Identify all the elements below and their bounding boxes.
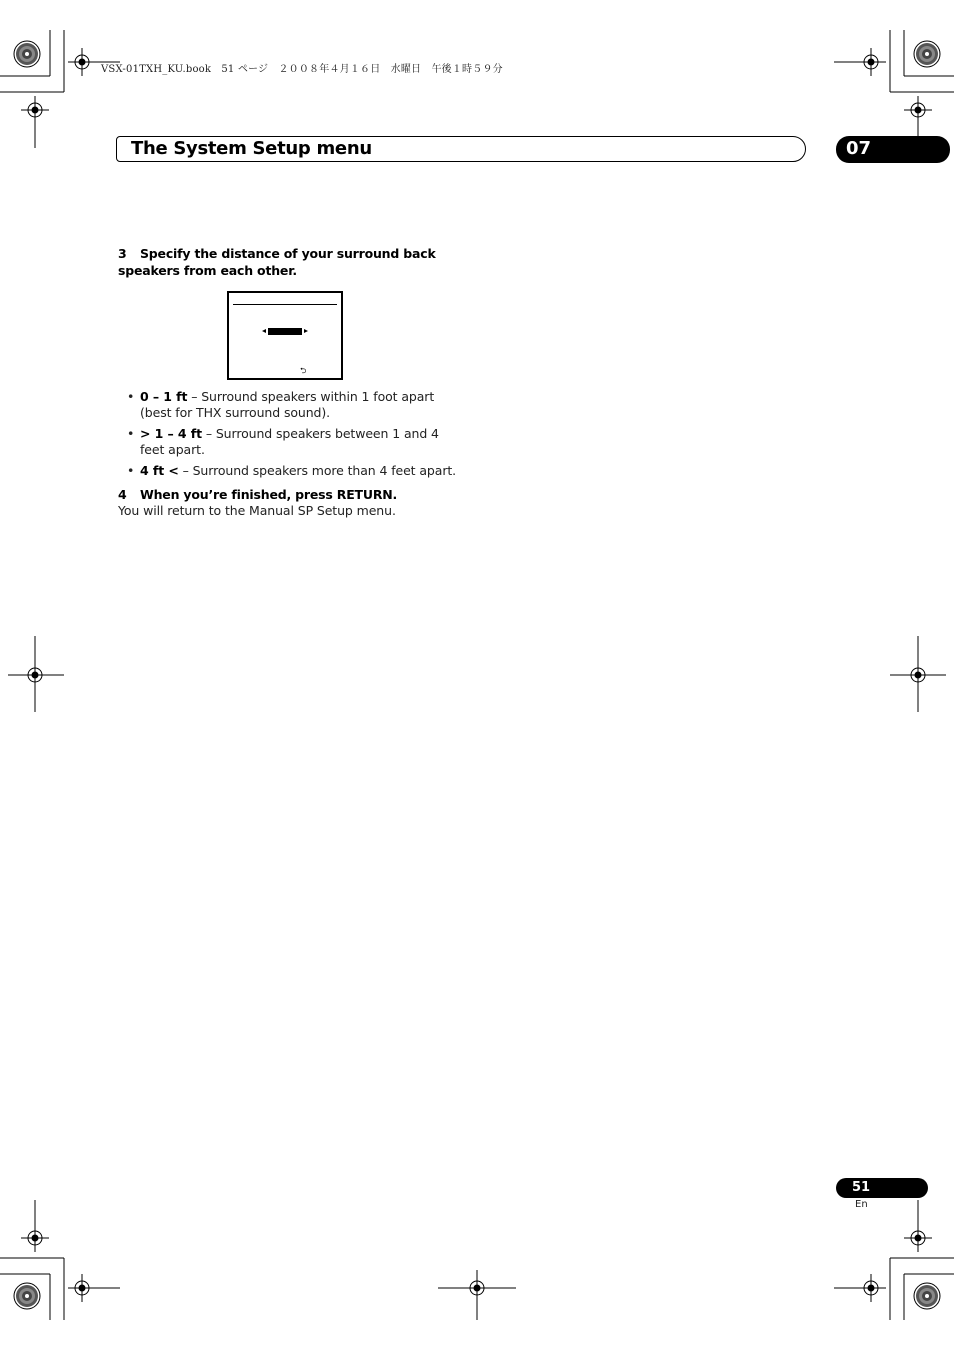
list-item: • > 1 – 4 ft – Surround speakers between 1 and 4 feet apart. — [127, 426, 439, 457]
option-desc: – Surround speakers between 1 and 4 feet apart. — [140, 426, 439, 457]
step-4-note: You will return to the Manual SP Setup menu. — [118, 503, 396, 518]
list-item: • 0 – 1 ft – Surround speakers within 1 foot apart (best for THX surround sound). — [127, 389, 435, 420]
option-term: 0 – 1 ft — [140, 389, 188, 404]
section-header — [116, 136, 806, 162]
step-4 — [118, 486, 458, 503]
option-term: > 1 – 4 ft — [140, 426, 202, 441]
section-title: The System Setup menu — [131, 138, 372, 159]
option-desc: – Surround speakers within 1 foot apart (best for THX surround sound). — [140, 389, 435, 420]
osd-screen-illustration — [227, 291, 343, 380]
step-3 — [118, 245, 458, 279]
print-info-line: VSX-01TXH_KU.book 51 ページ ２００８年４月１６日 水曜日 午後１時５９分 — [101, 64, 503, 75]
list-item: • 4 ft < – Surround speakers more than 4 feet apart. — [127, 463, 457, 478]
chapter-number: 07 — [846, 138, 872, 159]
chapter-tab — [836, 136, 950, 163]
step-text: Specify the distance of your surround back speakers from each other. — [118, 246, 436, 278]
distance-options-list — [127, 389, 457, 484]
option-term: 4 ft < — [140, 463, 179, 478]
osd-selection-bar — [268, 328, 302, 335]
osd-title-divider — [233, 304, 337, 305]
step-number: 4 — [118, 487, 127, 502]
language-code: En — [855, 1199, 868, 1210]
arrow-right-icon — [304, 329, 308, 333]
step-number: 3 — [118, 246, 127, 261]
arrow-left-icon — [262, 329, 266, 333]
step-text: When you’re finished, press RETURN. — [140, 487, 398, 502]
option-desc: – Surround speakers more than 4 feet apart. — [178, 463, 457, 478]
page-number-tab — [836, 1178, 928, 1198]
page-number: 51 — [852, 1180, 871, 1195]
return-icon: ⮌ — [300, 366, 307, 375]
